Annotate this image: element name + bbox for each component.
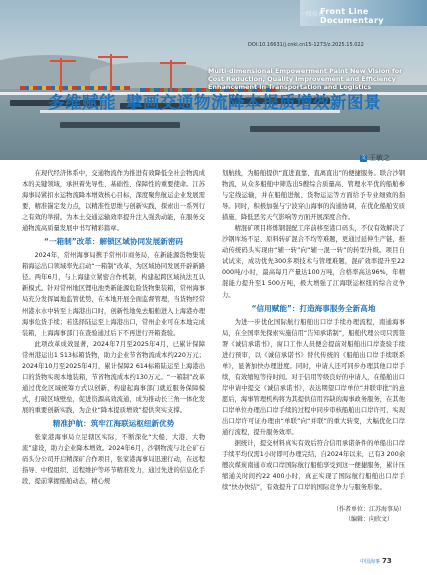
crane [60, 58, 62, 92]
body-paragraph: 此项改革成效显著，2024年7月至2025年4月，已累计保障常州港运出1 513标箱货物，助力企业节省物流成本约220万元；2024年10月至2025年4月，累计保障2 614标箱陆运至上海港出口的货物实现本地装箱，节省物流成本约130万元。“一箱制”改革通过优化区域统筹方式以创新，构建起海事部门就近服务保障模式，打破区域壁垒，促进资源高效流通，成为推动长三角一体化发展的重要创新实践，为企业“降本提质增效”提供突实支撑。 [22, 340, 205, 414]
doi: DOI:10.16631/j.cnki.cn15-1273/z.2025.15.022 [248, 42, 364, 48]
right-column [222, 168, 405, 525]
page-number: 73 [382, 557, 392, 565]
section-heading: “一箱制”改革：解锁区域协同发展新密码 [43, 237, 184, 247]
author-tag: 文 [360, 154, 366, 161]
crane [110, 54, 112, 92]
body-paragraph: 在现代经济体系中，交通物流作为推进有效降低全社会物流成本的关键领域，承担着先导性、基础性、保障性的重要使命。江苏海事局紧扣水运物流降本增效核心目标，深度聚焦航运企业发展需要，精准锚定发力点，以精准性思维与创新实践，探索出一系列行之有效的举措。为本土交通运输效率提升注入强劲动能，在服务交通物流高质量发展中书写精彩篇章。 [22, 170, 205, 233]
section-heading: “信用赋能”：打造海事服务全新高地 [251, 303, 376, 313]
body-paragraph: 精混矿项目将炼钢混配工序前移至港口码头，不仅有效解决了沙钢库场不足、原料转矿混合不均等难题，更通过延伸生产链，推动传统码头实现由“辅一转”向“辅一混一转”的转型升级。项目自试试来，成功优先300多项技术与管理难题，混矿效率提升至22 000吨/小时，最高每月产量达100万吨，合格率高达96%，年精混能力提升至1 500万吨，极大增强了江海联运枢纽的综合竞争力。 [222, 225, 405, 299]
crane-arm [160, 62, 186, 64]
body-paragraph: 2024年，常州海事局携手常州市商务局，在新能源货物集装箱海运出口领域率先启动“一箱制”改革，为区域协同发展开辟新路径。两年6月，与上海建立紧密合作机制，构建起跨区域执法互认新模式。针对常州地区锂电池类新能源危险货物集装箱，常州海事局充分发挥属地监管优势，在本地开展全面监督管理，当货物经常州港水水中转至上海港出口时，创新性地免去船舶进入上海港办理海事危货手续；若选择陆运至上海港出口，常州企业可在本地完成装箱，上海海事部门在查验通过后下不再进行开箱查验。 [22, 252, 205, 337]
author-byline [360, 153, 390, 163]
author-affiliation: （作者单位：江苏海事局） [332, 506, 405, 514]
ship [250, 126, 380, 132]
ship [60, 122, 180, 128]
title-part-2: 擘画交通物流降本提质增效新图景 [126, 93, 381, 112]
hero-photo [0, 0, 427, 160]
section-label-en: Front Line Documentary [320, 7, 384, 25]
body-paragraph: 为进一步优化国际航行船舶出口岸手续办理流程，南通海事局，在全国率先探索实施信用“告知承诺制”，船舶代理公司只需签署《诚信承诺书》，窗口工作人员便会提前对船舶出口岸查验手续进行预审，以《诚信承诺书》替代传统的《船舶出口岸手续联系单》，显著加快办理进度。同时，申请人还可同步办理其他口岸手续，有效缩短等待时间。对于信用等级良好的申请人，在船舶出口岸申请中提交《诚信承诺书》，表达期望口岸单位“并联审批”的意愿后，海事管理机构将为其提供信用容缺的海事政务服务，在其他口岸单位办理出口岸手续的过程中同步审核船舶出口岸许可，实现出口岸许可证办理由“单联”向“并联”的重大转变，大幅优化口岸通行流程，提升服务效率。 [222, 318, 405, 437]
english-title: Multi-dimensional Empowerment Paint New Vision for Cost Reduction, Quality Improvement and Efficiency Enhancement in Transportation and Logistics [208, 67, 403, 91]
crane [170, 60, 172, 92]
editor-credit: （编辑：向欣文） [344, 516, 393, 524]
body-paragraph: 张家港海事局立足辖区实际，不断深化“大船、大港、大物流”建设，助力企业降本增效。2024年6月，沙钢物流与北仑矿石码头分公司开启精深矿合作项目，张家港海事局迅速行动，在远程指导、中程组织、近程维护等环节精准发力，通过先进的信息化手段，提前掌握船舶动态，精心规 [22, 433, 205, 486]
title-part-1: 多维赋能 [48, 93, 116, 112]
body-paragraph: 划航线，为船舶提供“直进直靠、直离直出”的便捷服务。联合沙钢物流，从众多船舶中筛选出5艘综合质量高、管理水平优的船舶参与定线运输，并在船舶进航、货物运运等方面给予专业细致的指导。同时，积极加强与宁波穿山海事的沟通协调，在优化船舶安质措施、降低恶劣天气影响等方面开展深度合作。 [222, 170, 405, 222]
body-paragraph: 据统计，提交材料真实有效后符合信用承诺条件的单船出口岸手续平均仅需1小时即可办理完结，自2024年以来，已有3 200余艘次煤炭南通市或口岸国际航行船舶享受到这一便捷服务，累计压缩通关时间约22 400小时，真正实现了国际航行船舶出口岸手续“快办快结”，有效提升了口岸的国际竞争力与服务形象。 [222, 440, 405, 492]
section-label-cn: 一线传真 [300, 11, 325, 18]
footer-brand: 中国海事 [360, 559, 381, 565]
page-footer [360, 557, 392, 565]
crane-arm [98, 56, 128, 58]
article-title [48, 89, 381, 113]
author-name: 王敏之 [369, 154, 390, 162]
left-column [22, 168, 205, 487]
section-heading: 精准护航：筑牢江海联运枢纽新优势 [52, 418, 175, 428]
distant-hill [90, 62, 210, 88]
crane-arm [50, 60, 76, 62]
